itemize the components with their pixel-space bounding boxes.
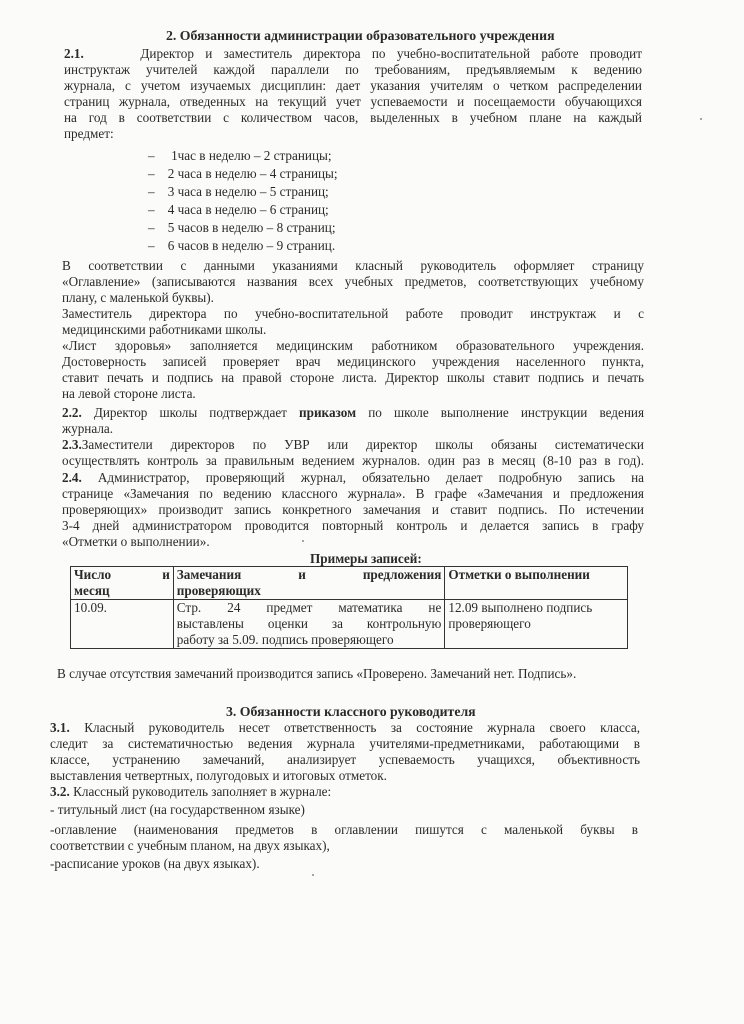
table-row: [71, 600, 628, 649]
header-remarks: Замечания и предложения проверяющих: [173, 567, 445, 600]
hours-item: – 6 часов в неделю – 9 страниц.: [148, 238, 336, 253]
journal-item-schedule: -расписание уроков (на двух языках).: [50, 856, 260, 871]
examples-table: [70, 566, 628, 649]
no-remarks-line: В случае отсутствия замечаний производится запись «Проверено. Замечаний нет. Подпись».: [57, 666, 577, 681]
cell-completion: 12.09 выполнено подпись проверяющего: [445, 600, 628, 649]
paragraph-2-1-line-1: 2.1. Директор и заместитель директора по учебно-воспитательной работе проводит: [64, 46, 643, 61]
section-3-title: 3. Обязанности классного руководителя: [226, 704, 476, 719]
paragraph-2-1-line-2: инструктаж учителей каждой параллели по требованиям, предъявляемым к ведению: [64, 62, 642, 77]
toc-paragraph-line-1: В соответствии с данными указаниями класный руководитель оформляет страницу: [62, 258, 644, 273]
journal-item-title-page: - титульный лист (на государственном языке): [50, 802, 305, 817]
hours-item: – 1час в неделю – 2 страницы;: [148, 148, 332, 163]
header-completion: Отметки о выполнении: [445, 567, 628, 600]
paragraph-2-4-line-1: 2.4. Администратор, проверяющий журнал, обязательно делает подробную запись на: [62, 470, 644, 485]
paragraph-3-1-line-2: следит за систематичностью ведения журнала учителями-предметниками, работающими в: [50, 736, 640, 751]
table-header-row: [71, 567, 628, 600]
paragraph-3-1-line-4: выставления четвертных, полугодовых и итоговых отметок.: [50, 768, 387, 783]
scan-speck: [312, 874, 314, 876]
deputy-paragraph-line-1: Заместитель директора по учебно-воспитательной работе проводит инструктаж и с: [62, 306, 644, 321]
cell-remark: Стр. 24 предмет математика не выставлены оценки за контрольную работу за 5.09. подпись проверяющего: [173, 600, 445, 649]
paragraph-2-1-number: 2.1.: [64, 46, 84, 61]
paragraph-2-2-line-1: 2.2. Директор школы подтверждает приказом по школе выполнение инструкции ведения: [62, 405, 645, 420]
paragraph-2-3-line-1: 2.3.Заместители директоров по УВР или директор школы обязаны систематически: [62, 437, 644, 452]
scan-speck: [302, 540, 304, 542]
deputy-paragraph-line-2: медицинскими работниками школы.: [62, 322, 267, 337]
order-word: приказом: [299, 405, 357, 420]
paragraph-2-4-line-4: 3-4 дней администратором проводится повторный контроль и делается запись в графу: [62, 518, 644, 533]
hours-item: – 2 часа в неделю – 4 страницы;: [148, 166, 338, 181]
toc-paragraph-line-2: «Оглавление» (записываются названия всех учебных предметов, соответствующих учебному: [62, 274, 644, 289]
paragraph-3-1-number: 3.1.: [50, 720, 70, 735]
health-paragraph-line-2: Достоверность записей проверяет врач медицинского учреждения населенного пункта,: [62, 354, 644, 369]
paragraph-2-4-line-2: странице «Замечания по ведению классного журнала». В графе «Замечания и предложения: [62, 486, 644, 501]
paragraph-3-1-line-3: классе, устранению замечаний, анализирует успеваемость учащихся, объективность: [50, 752, 640, 767]
paragraph-2-4-line-3: проверяющих» производит запись конкретного замечания и ставит подпись. По истечении: [62, 502, 644, 517]
paragraph-2-1-line-3: журнала, с учетом изучаемых дисциплин: дает указания учителям о четком распределении: [64, 78, 642, 93]
paragraph-2-1-line-5: на год в соответствии с количеством часов, выделенных в учебном плане на каждый: [64, 110, 642, 125]
header-date: Число и месяц: [71, 567, 174, 600]
health-paragraph-line-1: «Лист здоровья» заполняется медицинским работником образовательного учреждения.: [62, 338, 644, 353]
toc-paragraph-line-3: плану, с маленькой буквы).: [62, 290, 214, 305]
paragraph-2-3-line-2: осуществлять контроль за правильным ведением журналов. один раз в месяц (8-10 раз в год).: [62, 453, 644, 468]
scan-speck: [700, 118, 702, 120]
paragraph-3-2-number: 3.2.: [50, 784, 70, 799]
cell-date: 10.09.: [71, 600, 174, 649]
section-2-title: 2. Обязанности администрации образовательного учреждения: [166, 28, 555, 43]
paragraph-3-2-line-1: 3.2. Классный руководитель заполняет в журнале:: [50, 784, 332, 799]
health-paragraph-line-3: ставит печать и подпись на правой стороне листа. Директор школы ставит подпись и печать: [62, 370, 644, 385]
paragraph-2-1-line-6: предмет:: [64, 126, 114, 141]
paragraph-2-4-line-5: «Отметки о выполнении».: [62, 534, 210, 549]
paragraph-2-2-line-2: журнала.: [62, 421, 114, 436]
paragraph-2-2-number: 2.2.: [62, 405, 82, 420]
paragraph-2-4-number: 2.4.: [62, 470, 82, 485]
journal-item-toc-line-2: соответствии с учебным планом, на двух языках),: [50, 838, 330, 853]
examples-title: Примеры записей:: [310, 551, 422, 566]
hours-item: – 5 часов в неделю – 8 страниц;: [148, 220, 336, 235]
paragraph-2-3-number: 2.3.: [62, 437, 82, 452]
paragraph-3-1-line-1: 3.1. Класный руководитель несет ответственность за состояние журнала своего класса,: [50, 720, 641, 735]
journal-item-toc-line-1: -оглавление (наименования предметов в оглавлении пишутся с маленькой буквы в: [50, 822, 638, 837]
health-paragraph-line-4: на левой стороне листа.: [62, 386, 196, 401]
hours-item: – 4 часа в неделю – 6 страниц;: [148, 202, 329, 217]
hours-item: – 3 часа в неделю – 5 страниц;: [148, 184, 329, 199]
paragraph-2-1-line-4: страниц журнала, отведенных на текущий учет успеваемости и посещаемости обучающихся: [64, 94, 642, 109]
